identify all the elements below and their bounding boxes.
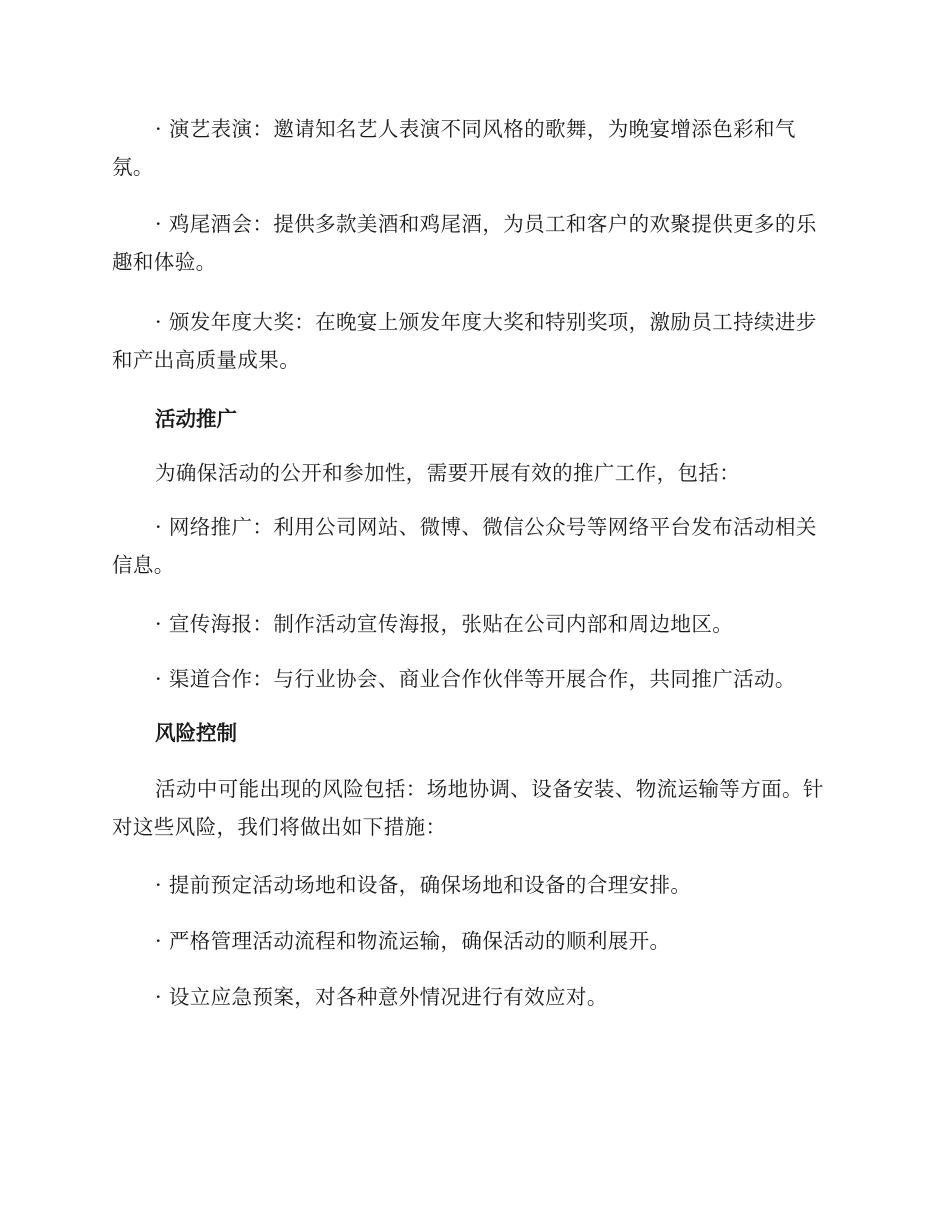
- section-heading-risk-control: 风险控制: [155, 721, 237, 745]
- bullet-online-promotion: · 网络推广：利用公司网站、微博、微信公众号等网络平台发布活动相关信息。: [112, 515, 817, 577]
- bullet-performance: · 演艺表演：邀请知名艺人表演不同风格的歌舞，为晚宴增添色彩和气氛。: [112, 117, 796, 179]
- bullet-emergency-plan: · 设立应急预案，对各种意外情况进行有效应对。: [155, 985, 608, 1009]
- bullet-manage-process: · 严格管理活动流程和物流运输，确保活动的顺利展开。: [155, 929, 671, 953]
- bullet-annual-awards: · 颁发年度大奖：在晚宴上颁发年度大奖和特别奖项，激励员工持续进步和产出高质量成果。: [112, 310, 817, 372]
- bullet-posters: · 宣传海报：制作活动宣传海报，张贴在公司内部和周边地区。: [155, 612, 734, 636]
- bullet-book-venue: · 提前预定活动场地和设备，确保场地和设备的合理安排。: [155, 873, 692, 897]
- bullet-cocktail-party: · 鸡尾酒会：提供多款美酒和鸡尾酒，为员工和客户的欢聚提供更多的乐趣和体验。: [112, 212, 817, 274]
- bullet-channel-cooperation: · 渠道合作：与行业协会、商业合作伙伴等开展合作，共同推广活动。: [155, 667, 796, 691]
- risk-intro: 活动中可能出现的风险包括：场地协调、设备安装、物流运输等方面。针对这些风险，我们将做出如下措施：: [112, 777, 824, 839]
- section-heading-promotion: 活动推广: [155, 407, 237, 431]
- promotion-intro: 为确保活动的公开和参加性，需要开展有效的推广工作，包括：: [155, 461, 741, 485]
